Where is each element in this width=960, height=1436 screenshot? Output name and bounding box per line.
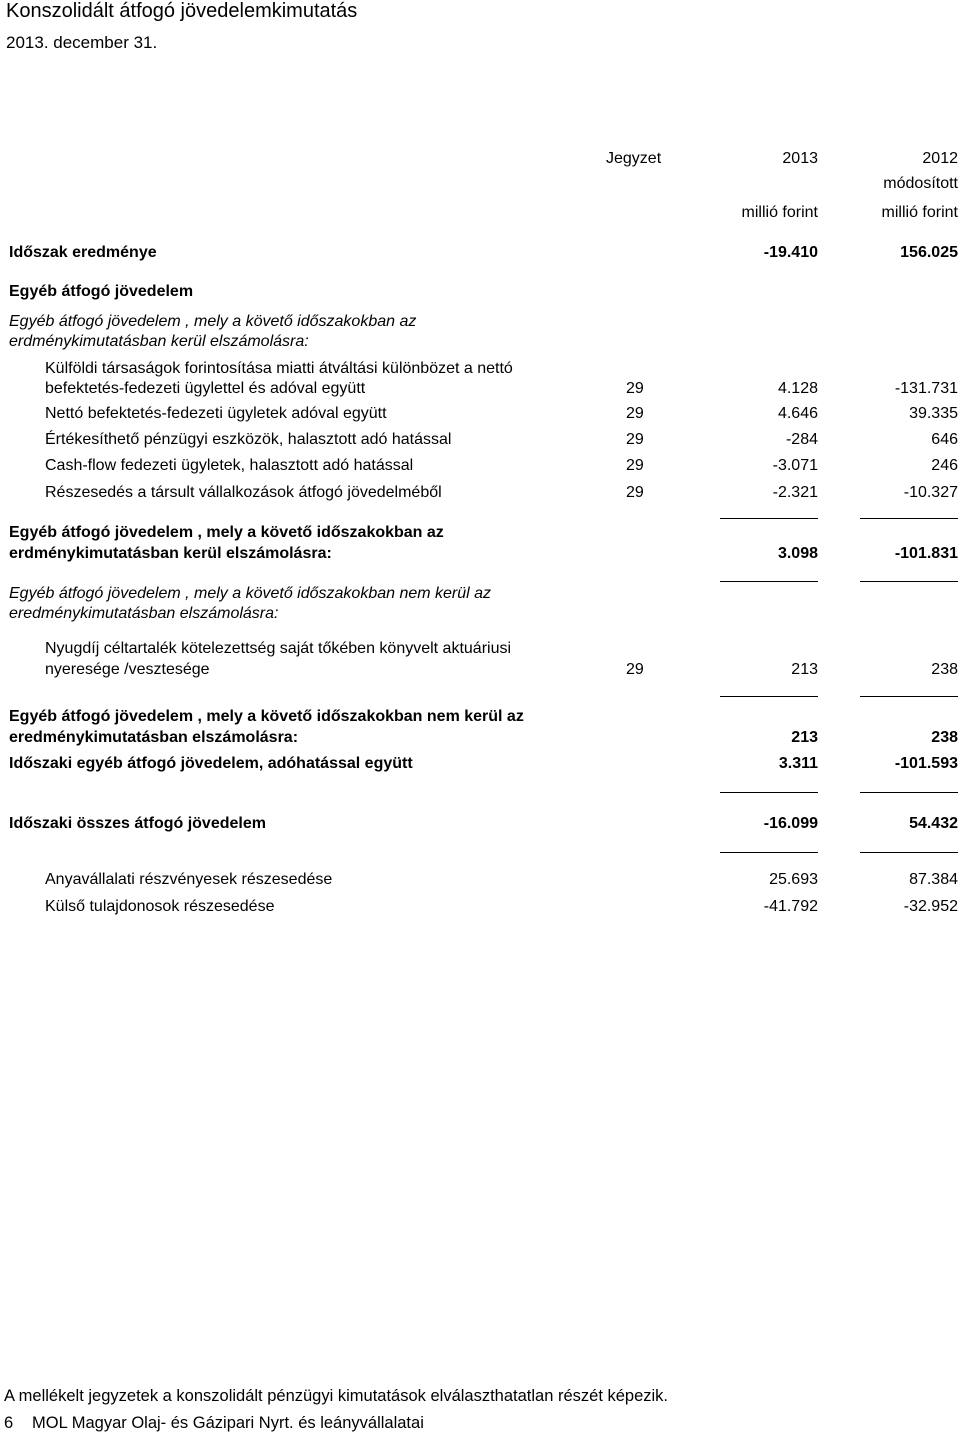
note-column-header: Jegyzet [606,150,662,167]
nci-share-2012: -32.952 [903,898,958,915]
parent-share-2013: 25.693 [769,871,818,888]
nonreclass-total-2012: 238 [931,729,958,746]
parent-share-label: Anyavállalati részvényesek részesedése [45,871,333,888]
cashflow-hedge-2013: -3.071 [772,457,818,474]
footer-company: MOL Magyar Olaj- és Gázipari Nyrt. és leányvállalatai [32,1414,424,1432]
subtotal-rule [860,792,958,793]
footer-note: A mellékelt jegyzetek a konszolidált pénzügyi kimutatások elválaszthatatlan részét képezik. [4,1387,669,1405]
associates-label: Részesedés a társult vállalkozások átfogó jövedelméből [45,484,442,501]
reclass-total-2012: -101.831 [894,545,958,562]
pension-label-line-2: nyeresége /vesztesége [45,661,210,678]
pension-2013: 213 [791,661,818,678]
afs-label: Értékesíthető pénzügyi eszközök, halasztott adó hatással [45,431,452,448]
oci-total-label: Időszaki egyéb átfogó jövedelem, adóhatással együtt [9,755,413,772]
pension-label-line-1: Nyugdíj céltartalék kötelezettség saját tőkében könyvelt aktuáriusi [45,640,512,657]
parent-share-2012: 87.384 [909,871,958,888]
subtotal-rule [860,518,958,519]
afs-2013: -284 [785,431,818,448]
fx-translation-2013: 4.128 [777,380,818,397]
afs-2012: 646 [931,431,958,448]
oci-heading: Egyéb átfogó jövedelem [9,283,194,300]
subtotal-rule [720,518,818,519]
cashflow-hedge-note: 29 [626,457,644,474]
subtotal-rule [860,581,958,582]
associates-note: 29 [626,484,644,501]
afs-note: 29 [626,431,644,448]
page-number: 6 [4,1414,14,1432]
year-2012-modified-label: módosított [883,175,958,192]
total-rule [720,852,818,853]
page-title: Konszolidált átfogó jövedelemkimutatás [6,0,358,22]
pension-note: 29 [626,661,644,678]
nonreclass-total-label-line-1: Egyéb átfogó jövedelem , mely a követő időszakokban nem kerül az [9,708,524,725]
total-rule [860,852,958,853]
fx-translation-note: 29 [626,380,644,397]
fx-translation-2012: -131.731 [894,380,958,397]
reclass-total-label-line-2: erdménykimutatásban kerül elszámolásra: [9,545,332,562]
period-result-2013: -19.410 [763,244,818,261]
oci-total-2013: 3.311 [778,755,818,772]
oci-total-2012: -101.593 [894,755,958,772]
year-2013-header: 2013 [782,150,818,167]
net-hedge-note: 29 [626,405,644,422]
subtotal-rule [720,581,818,582]
net-hedge-label: Nettó befektetés-fedezeti ügyletek adóval együtt [45,405,387,422]
oci-reclass-intro-line-1: Egyéb átfogó jövedelem , mely a követő időszakokban az [9,313,417,330]
reclass-total-label-line-1: Egyéb átfogó jövedelem , mely a követő időszakokban az [9,524,444,541]
total-ci-label: Időszaki összes átfogó jövedelem [9,815,266,832]
total-ci-2012: 54.432 [909,815,958,832]
total-ci-2013: -16.099 [763,815,818,832]
fx-translation-label-line-2: befektetés-fedezeti ügylettel és adóval együtt [45,380,366,397]
report-date: 2013. december 31. [6,33,158,52]
associates-2013: -2.321 [772,484,818,501]
subtotal-rule [860,696,958,697]
nonreclass-intro-line-2: eredménykimutatásban elszámolásra: [9,605,279,622]
nonreclass-total-2013: 213 [791,729,818,746]
nci-share-label: Külső tulajdonosok részesedése [45,898,275,915]
oci-reclass-intro-line-2: erdménykimutatásban kerül elszámolásra: [9,333,309,350]
subtotal-rule [720,792,818,793]
pension-2012: 238 [931,661,958,678]
year-2012-header: 2012 [922,150,958,167]
reclass-total-2013: 3.098 [777,545,818,562]
cashflow-hedge-label: Cash-flow fedezeti ügyletek, halasztott adó hatással [45,457,414,474]
net-hedge-2012: 39.335 [909,405,958,422]
nci-share-2013: -41.792 [763,898,818,915]
associates-2012: -10.327 [903,484,958,501]
fx-translation-label-line-1: Külföldi társaságok forintosítása miatti átváltási különbözet a nettó [45,360,513,377]
unit-2012-label: millió forint [881,204,958,221]
nonreclass-total-label-line-2: eredménykimutatásban elszámolásra: [9,729,299,746]
nonreclass-intro-line-1: Egyéb átfogó jövedelem , mely a követő időszakokban nem kerül az [9,585,492,602]
unit-2013-label: millió forint [741,204,818,221]
period-result-2012: 156.025 [900,244,958,261]
period-result-label: Időszak eredménye [9,244,157,261]
net-hedge-2013: 4.646 [777,405,818,422]
cashflow-hedge-2012: 246 [931,457,958,474]
subtotal-rule [720,696,818,697]
